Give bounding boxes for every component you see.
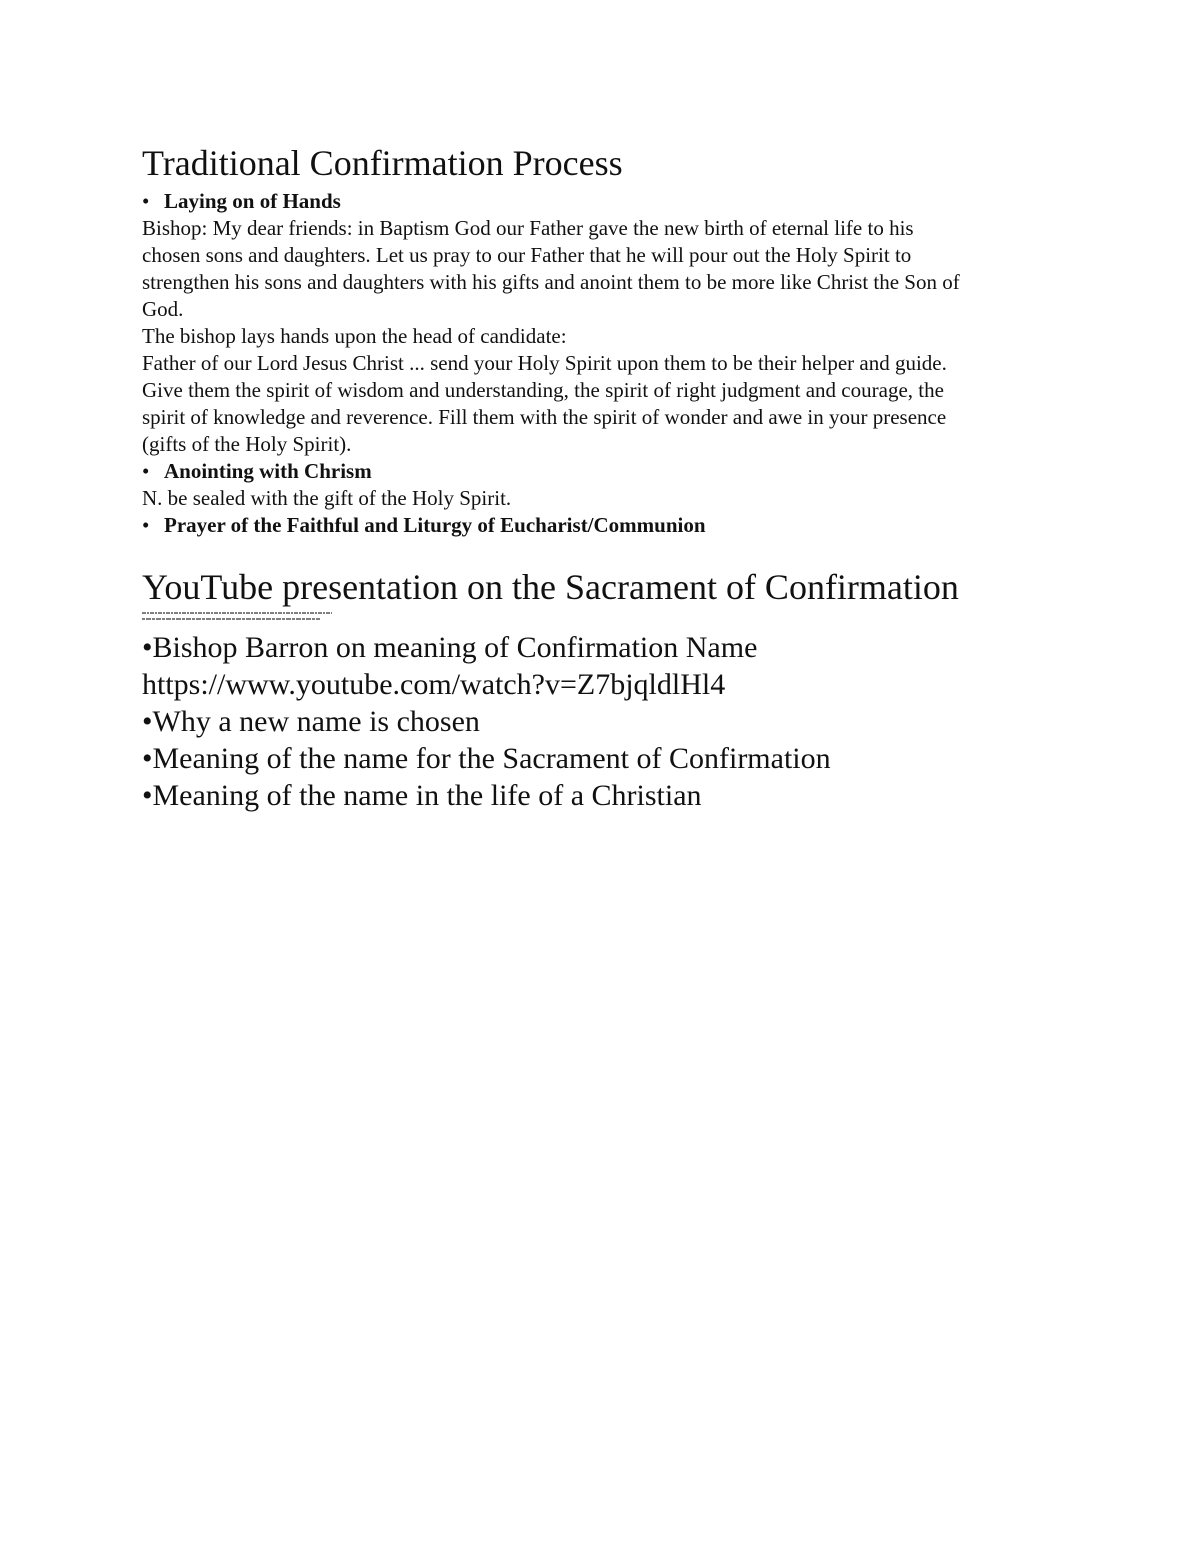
bullet-icon: • [142, 189, 150, 213]
paragraph-father-of-our-lord: Father of our Lord Jesus Christ ... send your Holy Spirit upon them to be their helper and guide. [142, 351, 947, 375]
paragraph-sealed: N. be sealed with the gift of the Holy Spirit. [142, 486, 512, 510]
bullet-label: Prayer of the Faithful and Liturgy of Eucharist/Communion [164, 513, 706, 537]
paragraph-bishop-intro: Bishop: My dear friends: in Baptism God our Father gave the new birth of eternal life to his chosen sons and daughters. Let us pray to our Father that he will pour out the Holy Spirit to strengthen his sons and daughters with his gifts and anoint them to be more like Christ the Son of God. [142, 216, 960, 321]
youtube-item-why-new-name: •Why a new name is chosen [142, 705, 480, 738]
bullet-label: Anointing with Chrism [164, 459, 372, 483]
youtube-item-bishop-barron: •Bishop Barron on meaning of Confirmation Name [142, 631, 758, 664]
youtube-item-meaning-christian-life: •Meaning of the name in the life of a Christian [142, 779, 702, 812]
illegible-footnote-mark [142, 610, 342, 622]
section-title-traditional-confirmation: Traditional Confirmation Process [142, 143, 623, 183]
bullet-laying-on-of-hands [142, 188, 962, 215]
bishop-prayer-paragraph [142, 215, 962, 458]
paragraph-gifts-of-spirit: Give them the spirit of wisdom and understanding, the spirit of right judgment and courage, the spirit of knowledge and reverence. Fill them with the spirit of wonder and awe in your presence (gifts of the Holy Spirit). [142, 378, 947, 456]
bullet-icon: • [142, 513, 150, 537]
bullet-anointing-with-chrism [142, 458, 962, 485]
section-title-youtube-presentation: YouTube presentation on the Sacrament of Confirmation [142, 567, 959, 607]
youtube-section [142, 567, 962, 814]
bullet-label: Laying on of Hands [164, 189, 341, 213]
bullet-prayer-of-the-faithful [142, 512, 962, 539]
paragraph-lays-hands: The bishop lays hands upon the head of candidate: [142, 324, 567, 348]
page-content [142, 140, 962, 814]
youtube-item-meaning-sacrament: •Meaning of the name for the Sacrament of Confirmation [142, 742, 831, 775]
tiny-footnote-text [142, 610, 962, 623]
bullet-icon: • [142, 459, 150, 483]
youtube-link[interactable]: https://www.youtube.com/watch?v=Z7bjqldlHl4 [142, 668, 726, 701]
